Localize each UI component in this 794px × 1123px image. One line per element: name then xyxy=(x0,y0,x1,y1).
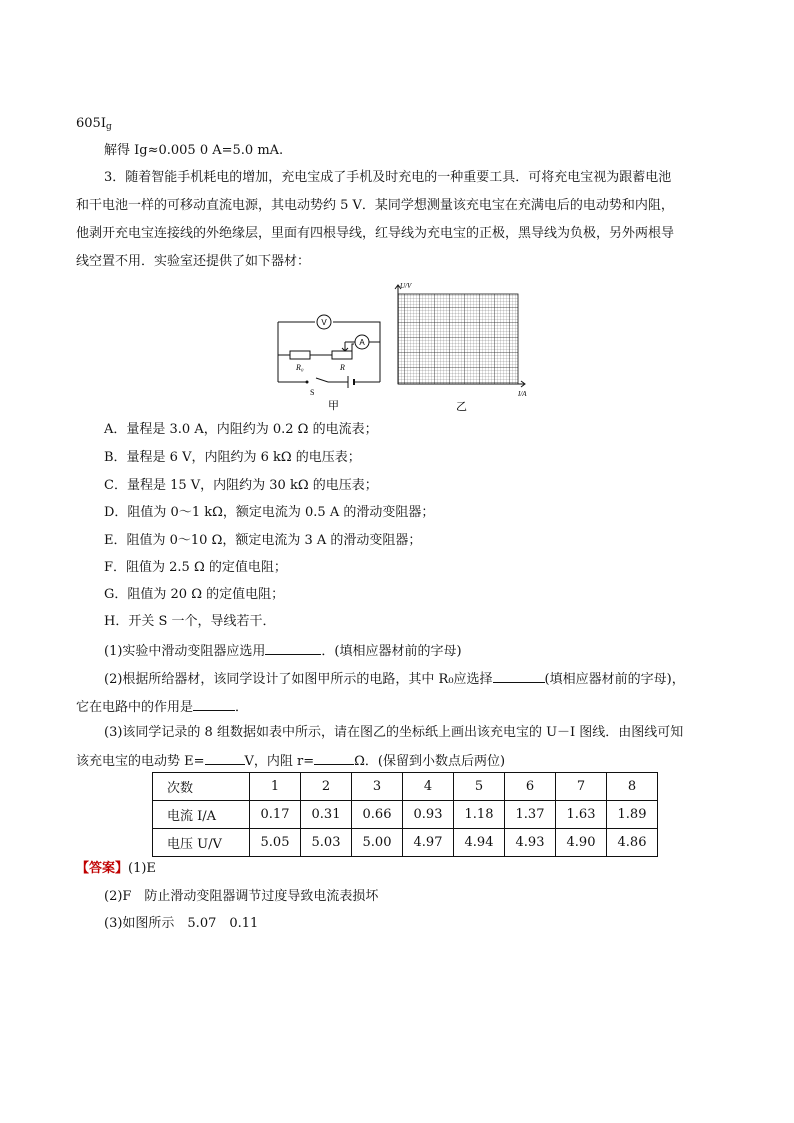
blank-resistance xyxy=(314,751,354,765)
ammeter-label: A xyxy=(359,338,365,347)
answer-line-1: 【答案】(1)E xyxy=(76,861,156,876)
problem-line-3: 他剥开充电宝连接线的外绝缘层，里面有四根导线，红导线为充电宝的正极，黑导线为负极，另外两根导 xyxy=(76,226,675,241)
table-cell: 4.94 xyxy=(454,829,505,857)
table-cell: 0.66 xyxy=(352,801,403,829)
answer-line-2: (2)F 防止滑动变阻器调节过度导致电流表损坏 xyxy=(104,889,379,904)
table-current-label: 电流 I/A xyxy=(153,801,250,829)
table-cell: 4.86 xyxy=(607,829,658,857)
table-voltage-label: 电压 U/V xyxy=(153,829,250,857)
option-d: D．阻值为 0～1 kΩ，额定电流为 0.5 A 的滑动变阻器； xyxy=(104,505,435,520)
question-3-line-2: 该充电宝的电动势 E= V，内阻 r= Ω．(保留到小数点后两位) xyxy=(76,751,505,771)
table-header-label: 次数 xyxy=(153,773,250,801)
table-cell: 1.89 xyxy=(607,801,658,829)
option-g: G．阻值为 20 Ω 的定值电阻； xyxy=(104,587,285,602)
table-cell: 2 xyxy=(301,773,352,801)
circuit-diagram-jia xyxy=(270,312,390,412)
option-c: C．量程是 15 V，内阻约为 30 kΩ 的电压表； xyxy=(104,478,378,493)
problem-line-1: 3．随着智能手机耗电的增加，充电宝成了手机及时充电的一种重要工具．可将充电宝视为跟蓄电池 xyxy=(104,170,672,185)
table-cell: 1 xyxy=(250,773,301,801)
caption-jia: 甲 xyxy=(328,399,339,412)
table-cell: 5.05 xyxy=(250,829,301,857)
table-cell: 1.18 xyxy=(454,801,505,829)
table-cell: 4 xyxy=(403,773,454,801)
table-cell: 0.31 xyxy=(301,801,352,829)
x-axis-label: I/A xyxy=(518,390,527,398)
table-cell: 6 xyxy=(505,773,556,801)
blank-q2-choice xyxy=(493,669,545,683)
table-cell: 4.93 xyxy=(505,829,556,857)
blank-q2-role xyxy=(193,697,235,711)
voltmeter-label: V xyxy=(321,318,327,327)
graph-paper-yi xyxy=(390,278,540,413)
problem-line-4: 线空置不用．实验室还提供了如下器材： xyxy=(76,254,311,269)
answer-line-3: (3)如图所示 5.07 0.11 xyxy=(104,916,259,931)
table-cell: 7 xyxy=(556,773,607,801)
table-cell: 4.97 xyxy=(403,829,454,857)
switch-label: S xyxy=(310,388,315,397)
option-h: H．开关 S 一个，导线若干． xyxy=(104,614,276,629)
blank-q1 xyxy=(265,641,321,655)
previous-answer-fragment: $605I_g$ xyxy=(76,116,112,132)
r-label: R xyxy=(340,363,345,372)
option-b: B．量程是 6 V，内阻约为 6 kΩ 的电压表； xyxy=(104,450,361,465)
table-cell: 5 xyxy=(454,773,505,801)
r0-label: R₀ xyxy=(296,363,304,372)
option-f: F．阻值为 2.5 Ω 的定值电阻； xyxy=(104,560,287,575)
table-cell: 0.93 xyxy=(403,801,454,829)
caption-yi: 乙 xyxy=(456,400,467,413)
table-cell: 5.03 xyxy=(301,829,352,857)
table-cell: 8 xyxy=(607,773,658,801)
table-cell: 4.90 xyxy=(556,829,607,857)
table-cell: 1.63 xyxy=(556,801,607,829)
y-axis-label: U/V xyxy=(400,282,412,290)
option-e: E．阻值为 0～10 Ω，额定电流为 3 A 的滑动变阻器； xyxy=(104,533,422,548)
solve-line: 解得 Ig≈0.005 0 A=5.0 mA. xyxy=(104,143,284,158)
table-row-voltage xyxy=(153,829,658,857)
table-row-trials xyxy=(153,773,658,801)
question-1: (1)实验中滑动变阻器应选用 ．(填相应器材前的字母) xyxy=(104,641,462,661)
table-cell: 3 xyxy=(352,773,403,801)
blank-emf xyxy=(205,751,245,765)
question-3-line-1: (3)该同学记录的 8 组数据如表中所示，请在图乙的坐标纸上画出该充电宝的 U－I 图线．由图线可知 xyxy=(104,725,684,740)
answer-tag: 【答案】 xyxy=(76,861,129,876)
question-2-line-1: (2)根据所给器材，该同学设计了如图甲所示的电路，其中 R₀应选择 (填相应器材前的字母)， xyxy=(104,669,685,689)
question-2-line-2: 它在电路中的作用是 ． xyxy=(76,697,248,717)
data-table xyxy=(152,772,658,857)
table-cell: 5.00 xyxy=(352,829,403,857)
option-a: A．量程是 3.0 A，内阻约为 0.2 Ω 的电流表； xyxy=(104,422,378,437)
table-cell: 0.17 xyxy=(250,801,301,829)
table-cell: 1.37 xyxy=(505,801,556,829)
problem-line-2: 和干电池一样的可移动直流电源，其电动势约 5 V．某同学想测量该充电宝在充满电后的电动势和内阻， xyxy=(76,198,674,213)
table-row-current xyxy=(153,801,658,829)
